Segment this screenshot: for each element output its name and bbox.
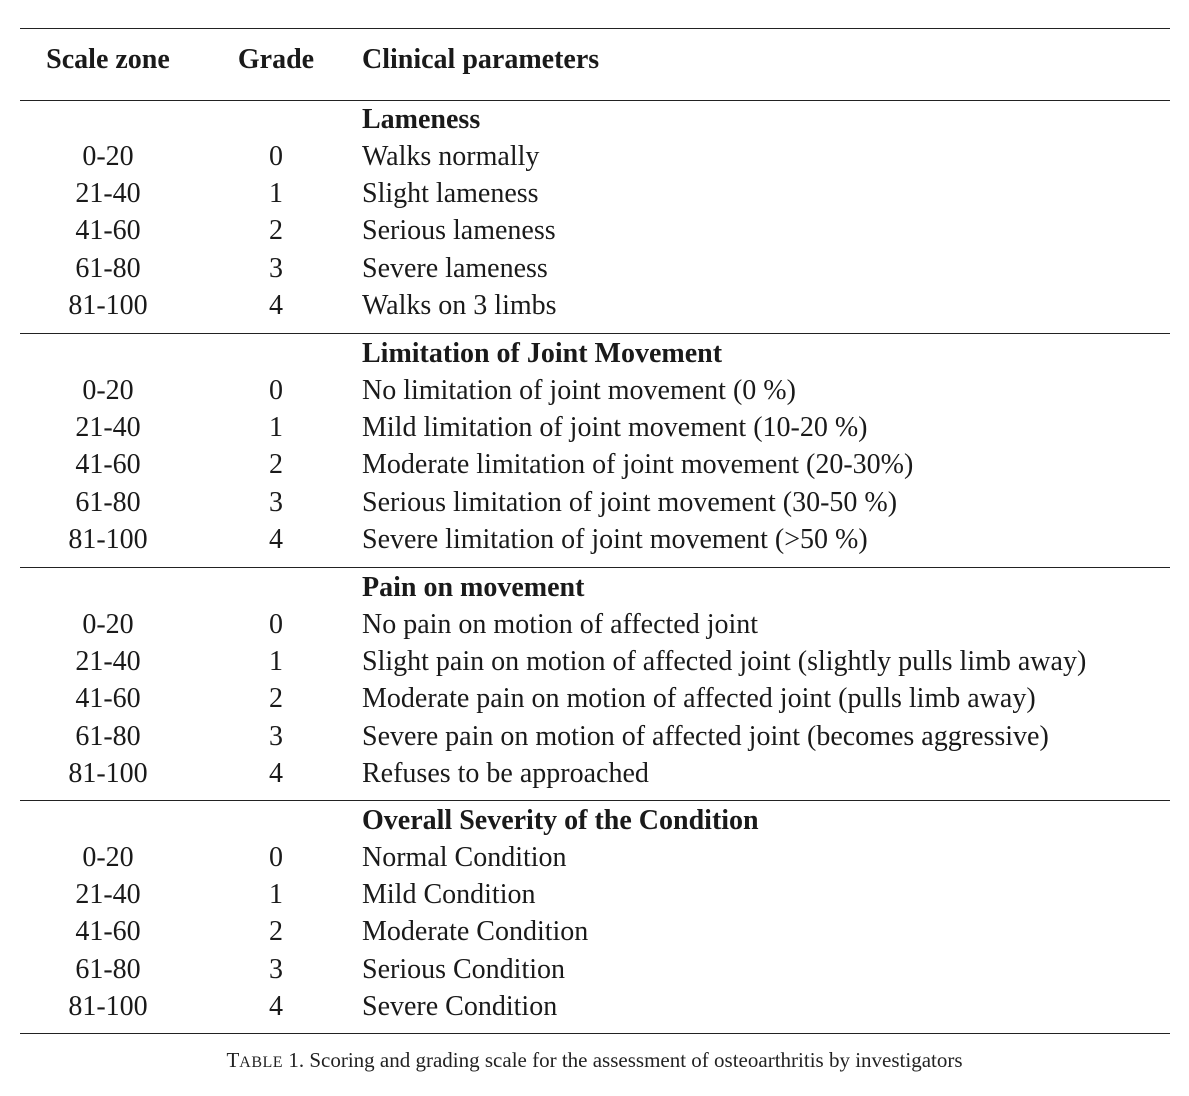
scale-zone-cell: 0-20 xyxy=(82,842,134,873)
grade-cell: 2 xyxy=(269,916,283,947)
grade-cell: 4 xyxy=(269,524,283,555)
section-title: Pain on movement xyxy=(362,572,585,603)
grade-cell: 3 xyxy=(269,253,283,284)
parameter-cell: Severe Condition xyxy=(362,991,558,1022)
section-divider-rule xyxy=(20,333,1170,334)
section-title: Limitation of Joint Movement xyxy=(362,338,723,369)
table-row xyxy=(0,683,1189,720)
table-row xyxy=(0,449,1189,486)
table-row xyxy=(0,412,1189,449)
scale-zone-cell: 41-60 xyxy=(75,916,141,947)
table-header-row xyxy=(0,44,1189,84)
scale-zone-cell: 81-100 xyxy=(68,758,148,789)
scale-zone-cell: 81-100 xyxy=(68,991,148,1022)
grade-cell: 4 xyxy=(269,758,283,789)
grade-cell: 3 xyxy=(269,954,283,985)
grade-cell: 3 xyxy=(269,721,283,752)
parameter-cell: Serious Condition xyxy=(362,954,566,985)
grade-cell: 2 xyxy=(269,449,283,480)
caption-label-initial: T xyxy=(226,1048,240,1072)
parameter-cell: Normal Condition xyxy=(362,842,567,873)
parameter-cell: Slight lameness xyxy=(362,178,539,209)
scale-zone-cell: 81-100 xyxy=(68,524,148,555)
scale-zone-cell: 21-40 xyxy=(75,646,141,677)
header-scale-zone: Scale zone xyxy=(46,44,170,75)
section-title: Overall Severity of the Condition xyxy=(362,805,759,836)
table-row xyxy=(0,646,1189,683)
scale-zone-cell: 21-40 xyxy=(75,178,141,209)
scale-zone-cell: 21-40 xyxy=(75,412,141,443)
scale-zone-cell: 0-20 xyxy=(82,609,134,640)
caption-number: 1. xyxy=(283,1048,305,1072)
parameter-cell: Slight pain on motion of affected joint (slightly pulls limb away) xyxy=(362,646,1087,677)
scale-zone-cell: 41-60 xyxy=(75,449,141,480)
scale-zone-cell: 0-20 xyxy=(82,375,134,406)
scale-zone-cell: 61-80 xyxy=(75,954,141,985)
parameter-cell: Severe limitation of joint movement (>50 %) xyxy=(362,524,868,555)
parameter-cell: No limitation of joint movement (0 %) xyxy=(362,375,796,406)
table-caption xyxy=(0,1048,1189,1073)
table-row xyxy=(0,609,1189,646)
table-row xyxy=(0,253,1189,290)
table-top-rule xyxy=(20,28,1170,29)
grade-cell: 2 xyxy=(269,215,283,246)
scale-zone-cell: 61-80 xyxy=(75,721,141,752)
grade-cell: 0 xyxy=(269,375,283,406)
grade-cell: 4 xyxy=(269,991,283,1022)
table-row xyxy=(0,916,1189,953)
table-row xyxy=(0,954,1189,991)
parameter-cell: Walks normally xyxy=(362,141,540,172)
parameter-cell: Mild limitation of joint movement (10-20 %) xyxy=(362,412,868,443)
parameter-cell: Mild Condition xyxy=(362,879,536,910)
table-row xyxy=(0,991,1189,1028)
scale-zone-cell: 21-40 xyxy=(75,879,141,910)
scale-zone-cell: 81-100 xyxy=(68,290,148,321)
grade-cell: 1 xyxy=(269,178,283,209)
grade-cell: 0 xyxy=(269,141,283,172)
table-row xyxy=(0,141,1189,178)
scale-zone-cell: 61-80 xyxy=(75,487,141,518)
grade-cell: 0 xyxy=(269,842,283,873)
parameter-cell: Walks on 3 limbs xyxy=(362,290,557,321)
parameter-cell: Refuses to be approached xyxy=(362,758,649,789)
scale-zone-cell: 61-80 xyxy=(75,253,141,284)
table-row xyxy=(0,879,1189,916)
parameter-cell: Severe lameness xyxy=(362,253,548,284)
parameter-cell: Serious limitation of joint movement (30-50 %) xyxy=(362,487,898,518)
header-clinical-parameters: Clinical parameters xyxy=(362,44,600,75)
caption-label-smallcaps: ABLE xyxy=(239,1054,284,1071)
scale-zone-cell: 41-60 xyxy=(75,683,141,714)
parameter-cell: Severe pain on motion of affected joint (becomes aggressive) xyxy=(362,721,1049,752)
parameter-cell: No pain on motion of affected joint xyxy=(362,609,759,640)
grade-cell: 0 xyxy=(269,609,283,640)
table-bottom-rule xyxy=(20,1033,1170,1034)
caption-text: Scoring and grading scale for the assessment of osteoarthritis by investigators xyxy=(304,1048,963,1072)
section-divider-rule xyxy=(20,567,1170,568)
section-divider-rule xyxy=(20,800,1170,801)
table-row xyxy=(0,524,1189,561)
grade-cell: 1 xyxy=(269,879,283,910)
table-row xyxy=(0,721,1189,758)
grade-cell: 1 xyxy=(269,412,283,443)
table-row xyxy=(0,758,1189,795)
header-bottom-rule xyxy=(20,100,1170,101)
table-row xyxy=(0,487,1189,524)
header-grade: Grade xyxy=(237,44,315,75)
parameter-cell: Moderate limitation of joint movement (20-30%) xyxy=(362,449,914,480)
table-row xyxy=(0,178,1189,215)
grade-cell: 2 xyxy=(269,683,283,714)
parameter-cell: Moderate Condition xyxy=(362,916,589,947)
table-row xyxy=(0,842,1189,879)
section-title: Lameness xyxy=(362,104,481,135)
table-row xyxy=(0,215,1189,252)
grade-cell: 4 xyxy=(269,290,283,321)
grade-cell: 3 xyxy=(269,487,283,518)
parameter-cell: Serious lameness xyxy=(362,215,556,246)
table-row xyxy=(0,375,1189,412)
parameter-cell: Moderate pain on motion of affected joint (pulls limb away) xyxy=(362,683,1036,714)
table-row xyxy=(0,290,1189,327)
scale-zone-cell: 0-20 xyxy=(82,141,134,172)
grade-cell: 1 xyxy=(269,646,283,677)
scale-zone-cell: 41-60 xyxy=(75,215,141,246)
